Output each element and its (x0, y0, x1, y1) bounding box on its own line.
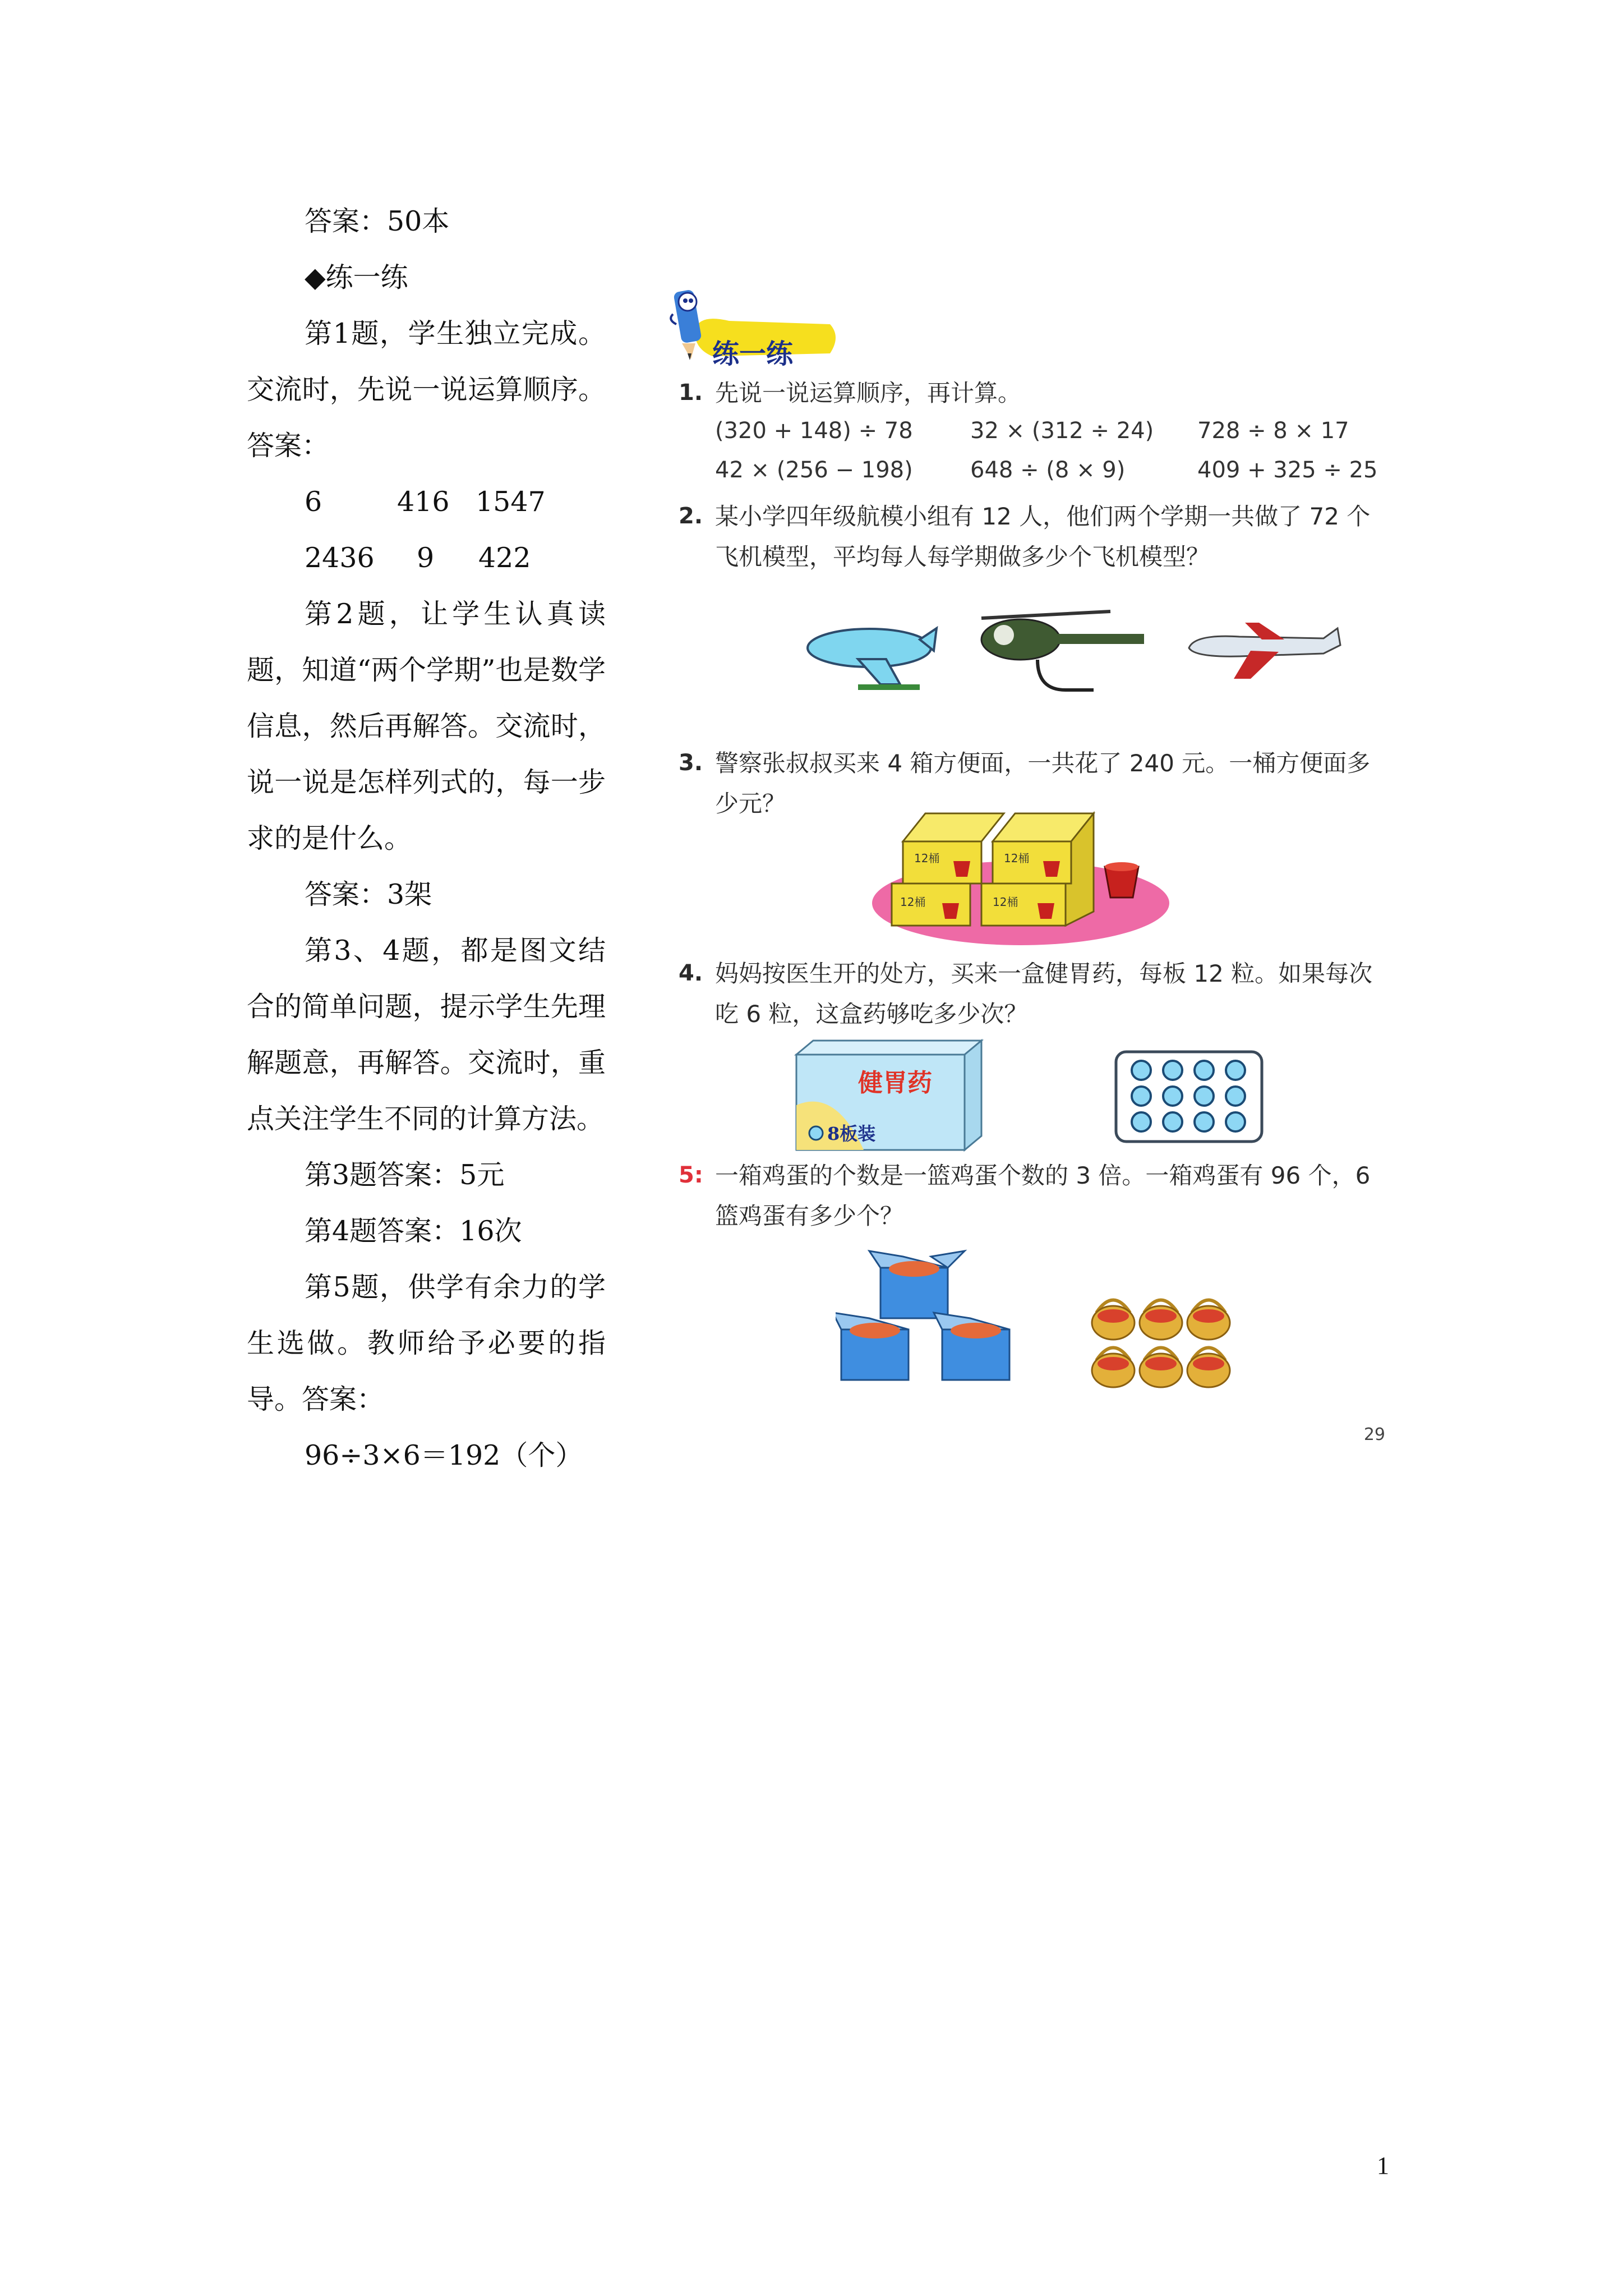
answer-first: 答案：50本 (305, 205, 450, 237)
egg-basket-icon (1140, 1300, 1182, 1340)
expression: 42 × (256 − 198) (715, 457, 913, 483)
pill-icon (1163, 1061, 1182, 1080)
q1-answer: 9 (417, 542, 435, 574)
q2-answer: 答案：3架 (305, 878, 432, 910)
egg-boxes-illustration (836, 1245, 1021, 1391)
page-number: 1 (1377, 2152, 1389, 2179)
pill-icon (1163, 1112, 1182, 1131)
egg-basket-icon (1187, 1300, 1230, 1340)
box-label: 12桶 (1004, 852, 1030, 865)
box-label: 12桶 (993, 895, 1018, 909)
pill-icon (809, 1126, 823, 1140)
q1-answer: 422 (478, 542, 531, 574)
pill-icon (1195, 1061, 1214, 1080)
pill-icon (1163, 1087, 1182, 1106)
practice-badge (662, 280, 886, 370)
airplane-models-illustration (802, 595, 1363, 701)
q3-answer: 第3题答案：5元 (305, 1159, 505, 1191)
box-label: 12桶 (914, 852, 940, 865)
pill-icon (1226, 1087, 1245, 1106)
medicine-box-illustration (791, 1038, 987, 1153)
jet-plane-icon (1189, 623, 1340, 679)
question-text: 警察张叔叔买来 4 箱方便面，一共花了 240 元。一桶方便面多少元？ (715, 749, 1371, 817)
q1-answer: 6 (305, 486, 322, 518)
expression: 32 × (312 ÷ 24) (970, 418, 1154, 444)
egg-baskets-illustration (1088, 1290, 1239, 1391)
medicine-name: 健胃药 (858, 1069, 932, 1097)
egg-basket-icon (1092, 1348, 1135, 1388)
teacher-notes (247, 194, 606, 1484)
expression: 409 + 325 ÷ 25 (1197, 457, 1378, 483)
question-text: 某小学四年级航模小组有 12 人，他们两个学期一共做了 72 个飞机模型，平均每人每学期做多少个飞机模型？ (715, 503, 1371, 570)
question-number: 3. (679, 750, 703, 776)
badge-label: 练一练 (712, 338, 794, 370)
pill-icon (1195, 1087, 1214, 1106)
q1-answer: 2436 (305, 542, 375, 574)
question-number: 1. (679, 380, 703, 406)
q1-instruction: 第1题，学生独立完成。交流时，先说一说运算顺序。答案： (247, 318, 606, 462)
box-label: 12桶 (900, 895, 926, 909)
question-text: 先说一说运算顺序，再计算。 (715, 379, 1022, 407)
egg-basket-icon (1187, 1348, 1230, 1388)
q5-answer: 96÷3×6＝192（个） (305, 1439, 583, 1471)
medicine-pack: 8板装 (827, 1123, 876, 1144)
textbook-page (651, 280, 1402, 1475)
q1-answer: 416 (397, 486, 450, 518)
egg-basket-icon (1140, 1348, 1182, 1388)
q1-answers-row1 (247, 474, 606, 530)
q4-answer: 第4题答案：16次 (305, 1215, 522, 1247)
question-text: 妈妈按医生开的处方，买来一盒健胃药，每板 12 粒。如果每次吃 6 粒，这盒药够吃多少次？ (715, 960, 1373, 1028)
pill-icon (1226, 1061, 1245, 1080)
pill-icon (1132, 1087, 1151, 1106)
q1-answer: 1547 (476, 486, 546, 518)
egg-box-icon (836, 1251, 1009, 1380)
q5-instruction: 第5题，供学有余力的学生选做。教师给予必要的指导。答案： (247, 1271, 606, 1415)
noodle-box-icon (892, 813, 1094, 926)
pill-icon (1132, 1061, 1151, 1080)
question-number: 4. (679, 960, 703, 986)
pill-icon (1132, 1112, 1151, 1131)
helicopter-icon (981, 611, 1144, 690)
expression: (320 + 148) ÷ 78 (715, 418, 913, 444)
question-number: 5: (679, 1162, 703, 1188)
expression: 648 ÷ (8 × 9) (970, 457, 1126, 483)
egg-basket-icon (1092, 1300, 1135, 1340)
q1-answers-row2 (247, 530, 606, 586)
question-text: 一箱鸡蛋的个数是一篮鸡蛋个数的 3 倍。一箱鸡蛋有 96 个，6 篮鸡蛋有多少个？ (715, 1162, 1371, 1230)
expression: 728 ÷ 8 × 17 (1197, 418, 1349, 444)
section-title: ◆练一练 (305, 261, 408, 293)
pill-blister-pack (1113, 1049, 1265, 1144)
basket-grid (1092, 1300, 1230, 1388)
q34-instruction: 第3、4题，都是图文结合的简单问题，提示学生先理解题意，再解答。交流时，重点关注学生不同的计算方法。 (247, 935, 606, 1135)
pill-icon (1226, 1112, 1245, 1131)
toy-plane-icon (808, 628, 937, 690)
question-number: 2. (679, 503, 703, 529)
pill-icon (1195, 1112, 1214, 1131)
noodle-boxes-illustration (869, 799, 1172, 951)
q2-instruction: 第2题，让学生认真读题，知道“两个学期”也是数学信息，然后再解答。交流时，说一说是怎样列式的，每一步求的是什么。 (247, 598, 606, 854)
textbook-page-number: 29 (1363, 1425, 1385, 1444)
